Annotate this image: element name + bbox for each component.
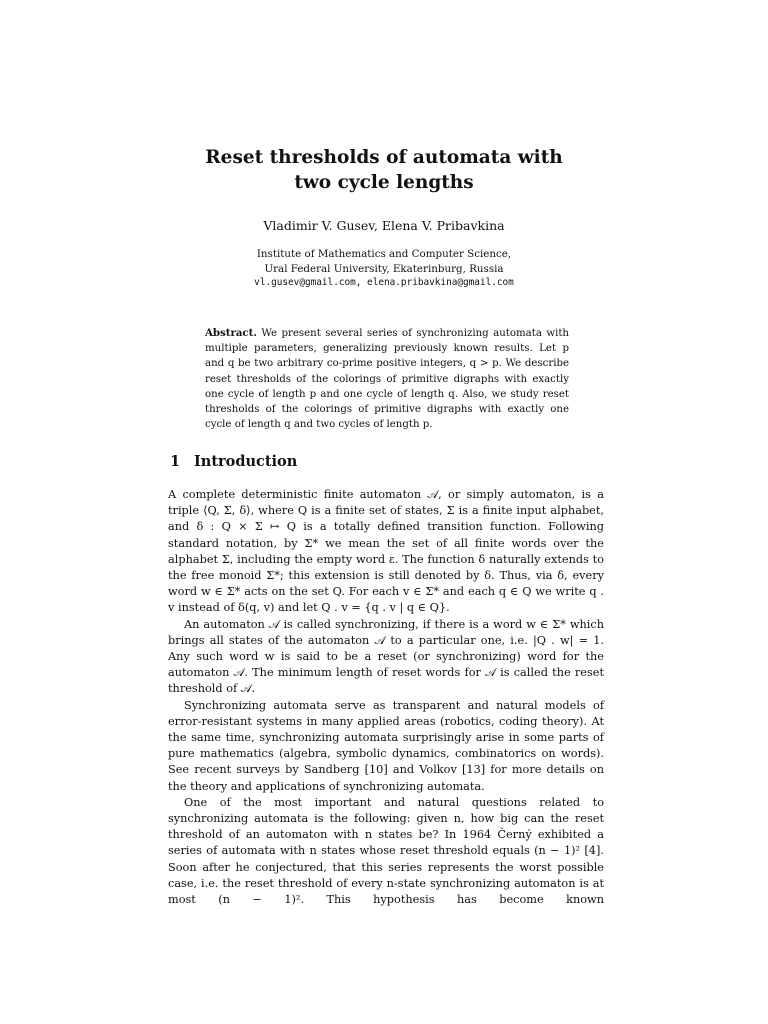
section-body <box>168 487 604 908</box>
affiliation-line-1: Institute of Mathematics and Computer Science, <box>256 248 512 260</box>
section-title: Introduction <box>194 453 298 470</box>
title-line-1: Reset thresholds of automata with <box>205 147 563 168</box>
paragraph: Synchronizing automata serve as transparent and natural models of error-resistant systems in many applied areas (robotics, coding theory). At the same time, synchronizing automata surprisingly arise in some parts of pure mathematics (algebra, symbolic dynamics, combinatorics on words). See recent surveys by Sandberg [10] and Volkov [13] for more details on the theory and applications of synchronizing automata. <box>168 698 604 793</box>
title-line-2: two cycle lengths <box>294 172 474 193</box>
abstract-label: Abstract. <box>205 327 257 339</box>
affiliation <box>0 247 768 291</box>
paragraph: One of the most important and natural questions related to synchronizing automata is the following: given n, how big can the reset threshold of an automaton with n states be? In 1964 Černý exhibited a series of automata with n states whose reset threshold equals (n − 1)² [4]. Soon after he conjectured, that this series represents the worst possible case, i.e. the reset threshold of every n-state synchronizing automaton is at most (n − 1)². This hypothesis has become known <box>168 795 604 907</box>
paper-title <box>0 145 768 195</box>
authors: Vladimir V. Gusev, Elena V. Pribavkina <box>263 218 505 233</box>
section-number: 1 <box>170 453 181 470</box>
emails: vl.gusev@gmail.com, elena.pribavkina@gmail.com <box>254 277 514 288</box>
abstract <box>205 326 569 432</box>
paragraph: A complete deterministic finite automaton 𝒜, or simply automaton, is a triple ⟨Q, Σ, δ⟩, where Q is a finite set of states, Σ is a finite input alphabet, and δ : Q × Σ ↦ Q is a totally defined transition function. Following standard notation, by Σ* we mean the set of all finite words over the alphabet Σ, including the empty word ε. The function δ naturally extends to the free monoid Σ*; this extension is still denoted by δ. Thus, via δ, every word w ∈ Σ* acts on the set Q. For each v ∈ Σ* and each q ∈ Q we write q . v instead of δ(q, v) and let Q . v = {q . v | q ∈ Q}. <box>168 488 604 615</box>
abstract-text: We present several series of synchronizing automata with multiple parameters, generalizing previously known results. Let p and q be two arbitrary co-prime positive integers, q > p. We describe reset thresholds of the colorings of primitive digraphs with exactly one cycle of length p and one cycle of length q. Also, we study reset thresholds of the colorings of primitive digraphs with exactly one cycle of length q and two cycles of length p. <box>205 328 569 431</box>
affiliation-line-2: Ural Federal University, Ekaterinburg, Russia <box>264 262 504 275</box>
paragraph: An automaton 𝒜 is called synchronizing, if there is a word w ∈ Σ* which brings all states of the automaton 𝒜 to a particular one, i.e. |Q . w| = 1. Any such word w is said to be a reset (or synchronizing) word for the automaton 𝒜. The minimum length of reset words for 𝒜 is called the reset threshold of 𝒜. <box>168 617 604 696</box>
section-heading <box>170 453 297 470</box>
